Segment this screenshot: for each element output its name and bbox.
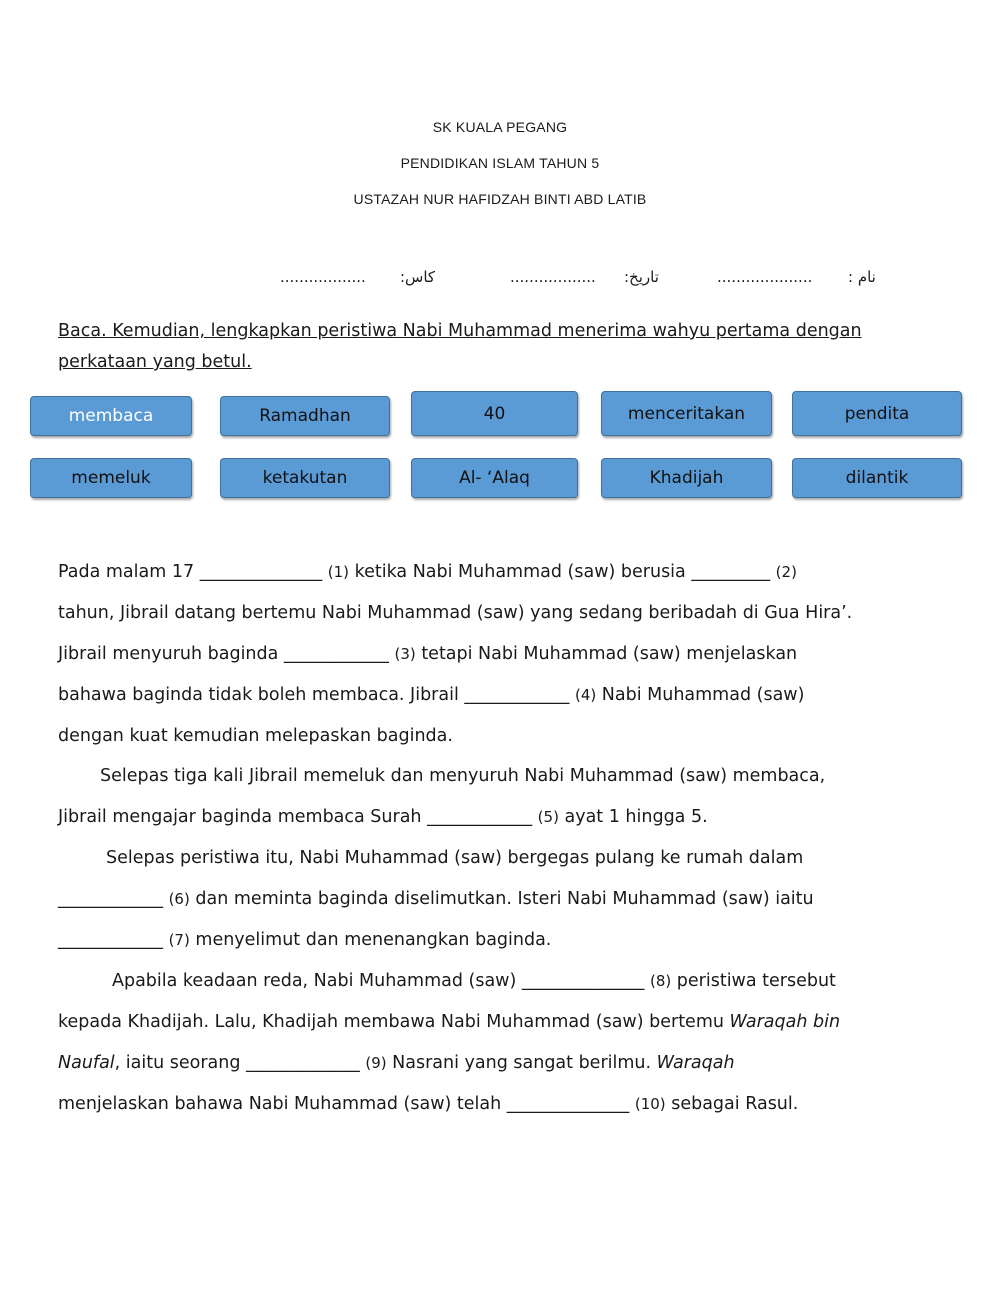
word-chip-al-alaq[interactable]: Al- ‘Alaq — [411, 458, 578, 498]
story-line — [58, 961, 918, 1002]
word-chip-dilantik[interactable]: dilantik — [792, 458, 962, 498]
word-chip-pendita[interactable]: pendita — [792, 391, 962, 436]
story-text: tahun, Jibrail datang bertemu Nabi Muhammad (saw) yang sedang beribadah di Gua Hira’. — [58, 602, 853, 623]
subject-title: PENDIDIKAN ISLAM TAHUN 5 — [400, 155, 600, 171]
story-line — [58, 1084, 918, 1125]
story-text: ayat 1 hingga 5. — [558, 807, 708, 828]
story-text: Jibrail menyuruh baginda — [58, 643, 284, 664]
story-text: , iaitu seorang — [114, 1052, 247, 1073]
word-chip-menceritakan[interactable]: menceritakan — [601, 391, 772, 436]
story-text: bahawa baginda tidak boleh membaca. Jibrail — [58, 684, 465, 705]
story-line — [58, 552, 918, 593]
instruction-text: Baca. Kemudian, lengkapkan peristiwa Nabi Muhammad menerima wahyu pertama dengan perkataan yang betul. — [58, 321, 862, 372]
story-text: peristiwa tersebut — [671, 970, 836, 991]
blank-4[interactable]: ____________ — [464, 684, 570, 705]
story-text: ketika Nabi Muhammad (saw) berusia — [349, 562, 692, 582]
school-name: SK KUALA PEGANG — [432, 119, 568, 135]
blank-number: (7) — [168, 931, 190, 950]
word-chip-ramadhan[interactable]: Ramadhan — [220, 396, 390, 436]
story-text: Apabila keadaan reda, Nabi Muhammad (saw) — [112, 970, 522, 991]
blank-10[interactable]: ______________ — [506, 1093, 630, 1114]
blank-8[interactable]: ______________ — [521, 970, 645, 991]
student-info-fields — [280, 268, 900, 298]
story-text: tetapi Nabi Muhammad (saw) menjelaskan — [415, 643, 798, 664]
story-italic-text: Waraqah — [656, 1052, 735, 1073]
blank-6[interactable]: ____________ — [58, 889, 163, 910]
blank-9[interactable]: _____________ — [246, 1052, 360, 1073]
story-text: menjelaskan bahawa Nabi Muhammad (saw) telah — [58, 1093, 507, 1114]
story-text: Nabi Muhammad (saw) — [596, 684, 805, 705]
word-chip-ketakutan[interactable]: ketakutan — [220, 458, 390, 498]
story-line — [58, 756, 918, 797]
story-line — [58, 675, 918, 716]
blank-number: (5) — [537, 808, 559, 827]
blank-number: (2) — [775, 563, 797, 581]
story-text: Selepas tiga kali Jibrail memeluk dan menyuruh Nabi Muhammad (saw) membaca, — [100, 766, 826, 787]
story-line — [58, 1002, 918, 1043]
story-text: dengan kuat kemudian melepaskan baginda. — [58, 725, 453, 746]
blank-number: (9) — [365, 1053, 387, 1072]
name-label: نام : — [848, 268, 876, 286]
blank-1[interactable]: ______________ — [199, 562, 323, 582]
class-label: كاس: — [400, 268, 436, 286]
word-chip-khadijah[interactable]: Khadijah — [601, 458, 772, 498]
story-line — [58, 593, 918, 634]
blank-number: (6) — [168, 890, 190, 909]
blank-number: (8) — [649, 971, 672, 990]
story-text: Pada malam 17 — [58, 562, 200, 582]
blank-3[interactable]: ____________ — [283, 643, 389, 664]
blank-number: (10) — [634, 1094, 666, 1113]
story-italic-text: Naufal — [58, 1052, 115, 1073]
story-line — [58, 920, 918, 961]
story-text: Nasrani yang sangat berilmu. — [386, 1052, 657, 1073]
story-passage — [58, 552, 918, 1124]
blank-number: (4) — [574, 685, 597, 704]
name-dots[interactable]: .................... — [717, 268, 813, 286]
blank-5[interactable]: ____________ — [427, 807, 533, 828]
story-italic-text: Waraqah bin — [729, 1011, 841, 1032]
story-line — [58, 716, 918, 757]
class-dots[interactable]: .................. — [280, 268, 366, 286]
story-text: Selepas peristiwa itu, Nabi Muhammad (saw) bergegas pulang ke rumah dalam — [106, 848, 804, 869]
word-chip-memeluk[interactable]: memeluk — [30, 458, 192, 498]
word-chip-40[interactable]: 40 — [411, 391, 578, 436]
story-line — [58, 634, 918, 675]
date-dots[interactable]: .................. — [510, 268, 596, 286]
story-text: dan meminta baginda diselimutkan. Isteri Nabi Muhammad (saw) iaitu — [189, 889, 814, 910]
story-line — [58, 797, 918, 838]
blank-number: (1) — [327, 563, 350, 581]
story-line — [58, 879, 918, 920]
story-text: Jibrail mengajar baginda membaca Surah — [58, 807, 428, 828]
blank-number: (3) — [394, 644, 416, 663]
story-text: sebagai Rasul. — [665, 1093, 799, 1114]
blank-2[interactable]: _________ — [691, 562, 771, 582]
word-chip-membaca[interactable]: membaca — [30, 396, 192, 436]
story-text: menyelimut dan menenangkan baginda. — [189, 930, 552, 951]
story-line — [58, 1043, 918, 1084]
date-label: تاريخ: — [624, 268, 659, 286]
teacher-name: USTAZAH NUR HAFIDZAH BINTI ABD LATIB — [353, 191, 647, 207]
story-text: kepada Khadijah. Lalu, Khadijah membawa Nabi Muhammad (saw) bertemu — [58, 1011, 730, 1032]
blank-7[interactable]: ____________ — [58, 930, 163, 951]
story-line — [58, 838, 918, 879]
